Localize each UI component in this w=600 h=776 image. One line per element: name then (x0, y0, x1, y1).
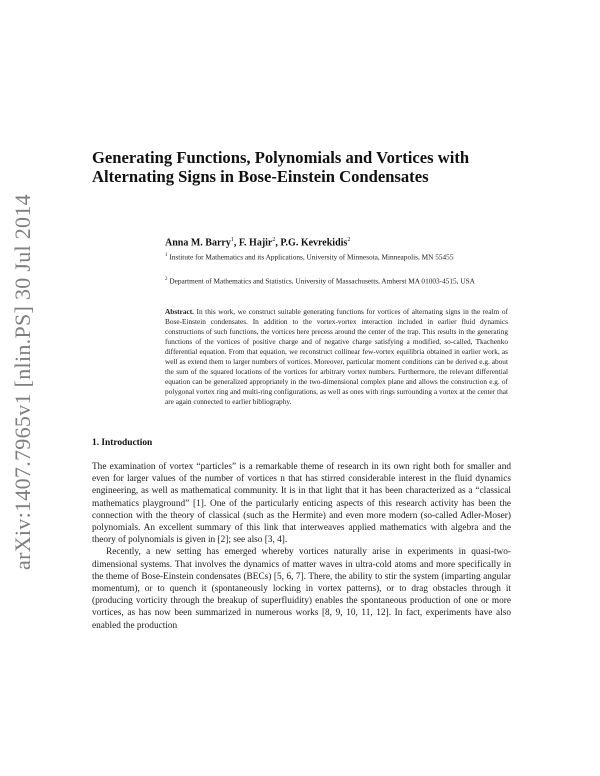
section-heading: 1. Introduction (92, 438, 153, 448)
body-paragraph: Recently, a new setting has emerged whereby vortices naturally arise in experiments in quasi-two-dimensional systems. That involves the dynamics of matter waves in ultra-cold atoms and more specifically in the theme of Bose-Einstein condensates (BECs) [5, 6, 7]. There, the ability to stir the system (imparting angular momentum), or to quench it (spontaneously locking in vortex patterns), or to drag obstacles through it (producing vorticity through the breakup of superfluidity) enables the spontaneous production of one or more vortices, as has now been summarized in numerous works [8, 9, 10, 11, 12]. In fact, experiments have also enabled the production (92, 547, 511, 631)
affiliation-text: Department of Mathematics and Statistics, University of Massachusetts, Amherst MA 01003-4515, USA (169, 276, 475, 286)
body-paragraph: The examination of vortex “particles” is a remarkable theme of research in its own right both for smaller and even for larger values of the number of vortices n that has stirred considerable interest in the fluid dynamics engineering, as well as mathematical community. It is in that light that it has been characterized as a “classical mathematics playground” [1]. One of the particularly enticing aspects of this research activity has been the connection with the theory of classical (such as the Hermite) and even more modern (so-called Adler-Moser) polynomials. An excellent summary of this link that interweaves applied mathematics with algebra and the theory of polynomials is given in [2]; see also [3, 4]. (92, 462, 511, 546)
affiliation (165, 251, 485, 262)
author-name: P.G. Kevrekidis (280, 237, 348, 249)
arxiv-identifier-stamp: arXiv:1407.7965v1 [nlin.PS] 30 Jul 2014 (10, 194, 35, 570)
affiliation-mark: 2 (165, 277, 168, 282)
section-body (92, 461, 511, 632)
abstract-label: Abstract. (165, 307, 194, 316)
author-affiliation-mark: 1 (230, 237, 234, 243)
author-name: Anna M. Barry (165, 237, 231, 249)
affiliation-mark: 1 (165, 253, 168, 258)
abstract (165, 307, 508, 407)
author-name: F. Hajir (238, 237, 273, 249)
author-affiliation-mark: 2 (272, 237, 276, 243)
affiliation-text: Institute for Mathematics and its Applications, University of Minnesota, Minneapolis, MN 55455 (169, 252, 454, 262)
author-list: Anna M. Barry$^1$, F. Hajir$^2$, P.G. Kevrekidis$^2$ (165, 237, 351, 249)
abstract-text: In this work, we construct suitable generating functions for vortices of alternating signs in the realm of Bose-Einstein condensates. In addition to the vortex-vortex interaction included in earlier fluid dynamics constructions of such functions, the vortices here precess around the center of the trap. This results in the generating functions of the vortices of positive charge and of negative charge satisfying a modified, so-called, Tkachenko differential equation. From that equation, we reconstruct collinear few-vortex equilibria obtained in earlier work, as well as extend them to larger numbers of vortices. Moreover, particular moment conditions can be derived e.g. about the sum of the squared locations of the vortices for arbitrary vortex numbers. Furthermore, the relevant differential equation can be generalized appropriately in the two-dimensional complex plane and allows the construction e.g. of polygonal vortex ring and multi-ring configurations, as well as ones with rings surrounding a vortex at the center that are again connected to earlier bibliography. (165, 307, 508, 407)
affiliation (165, 275, 485, 286)
author-affiliation-mark: 2 (347, 237, 351, 243)
paper-title: Generating Functions, Polynomials and Vortices with Alternating Signs in Bose-Einstein Condensates (92, 148, 470, 186)
